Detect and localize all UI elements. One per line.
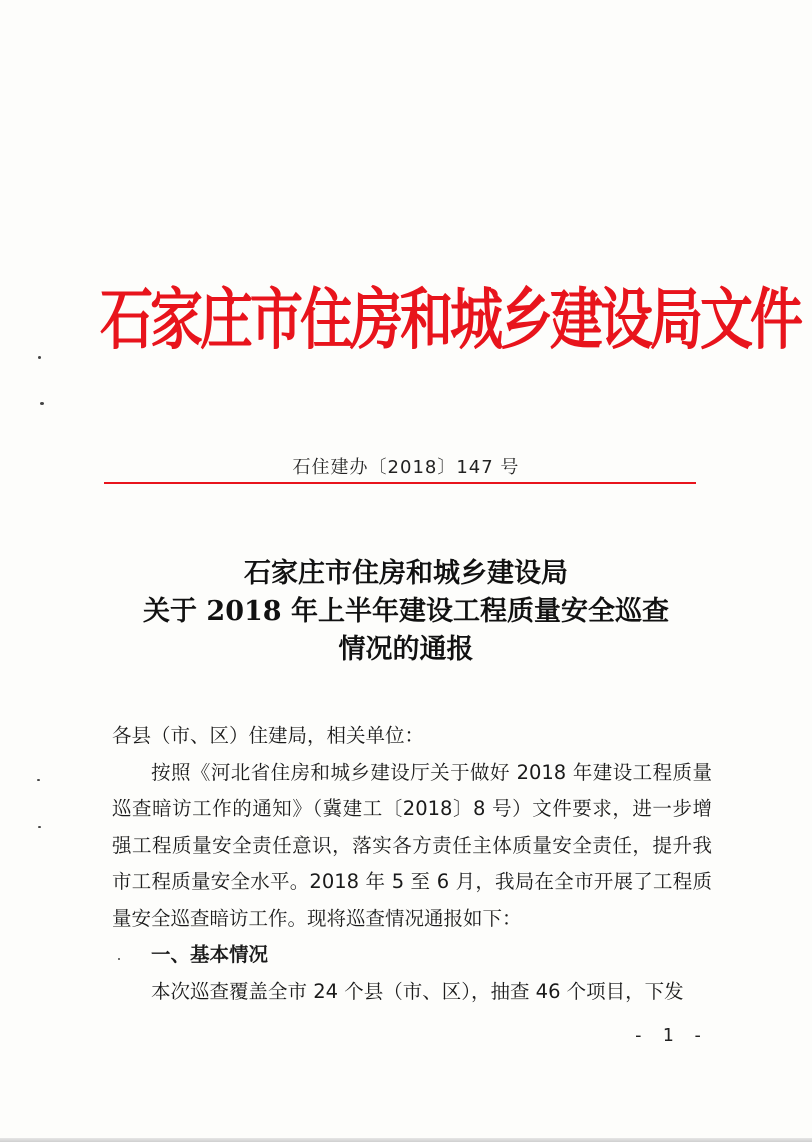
red-divider-line xyxy=(104,482,696,484)
title-line-3: 情况的通报 xyxy=(338,634,474,665)
issuer-red-header: 石家庄市住房和城乡建设局文件 xyxy=(100,281,800,359)
section-heading-basic-info: 一、基本情况 xyxy=(151,943,269,966)
scan-bottom-edge xyxy=(0,1138,812,1142)
scan-speck xyxy=(40,402,44,405)
title-line-1: 石家庄市住房和城乡建设局 xyxy=(244,558,568,589)
body-paragraph-2: 本次巡查覆盖全市 24 个县（市、区），抽查 46 个项目，下发 xyxy=(151,979,684,1003)
scan-speck xyxy=(38,826,41,828)
scan-speck xyxy=(118,958,120,960)
page-number: - 1 - xyxy=(632,1025,708,1046)
scan-speck xyxy=(38,356,41,359)
title-line-2: 关于 2018 年上半年建设工程质量安全巡查 xyxy=(143,596,669,627)
body-paragraph-1: 按照《河北省住房和城乡建设厅关于做好 2018 年建设工程质量巡查暗访工作的通知》（冀建工〔2018〕8 号）文件要求，进一步增强工程质量安全责任意识，落实各方责任主体质量安全责任，提升我市工程质量安全水平。2018 年 5 至 6 月，我局在全市开展了工程质量安全巡查暗访工作。现将巡查情况通报如下： xyxy=(112,760,712,930)
salutation: 各县（市、区）住建局，相关单位： xyxy=(112,724,425,747)
scan-speck xyxy=(37,779,40,781)
document-title xyxy=(60,555,752,669)
document-body xyxy=(112,718,712,1010)
document-number: 石住建办〔2018〕147 号 xyxy=(292,457,520,478)
